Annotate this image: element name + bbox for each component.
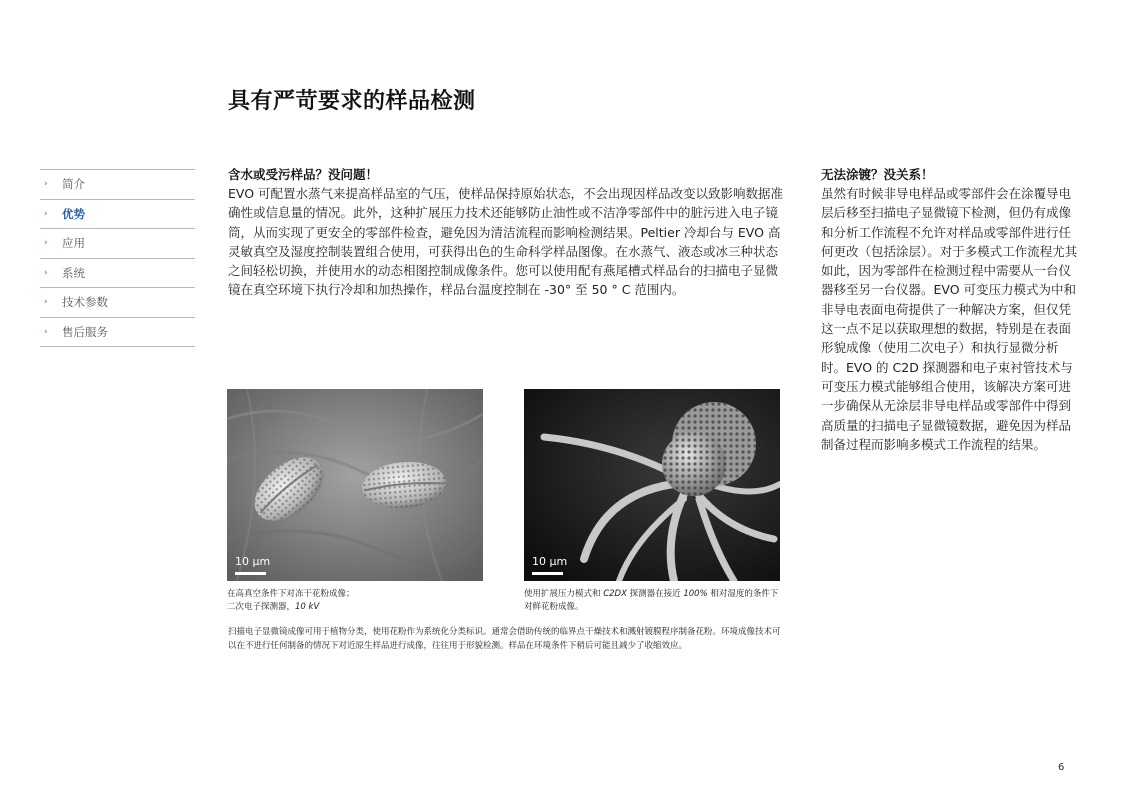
sem-image-pollen — [227, 389, 483, 581]
chevron-right-icon: › — [44, 179, 48, 190]
chevron-right-icon: › — [44, 297, 48, 308]
section-body: 虽然有时候非导电样品或零部件会在涂覆导电层后移至扫描电子显微镜下检测，但仍有成像和分析工作流程不允许对样品或零部件进行任何更改（包括涂层）。对于多模式工作流程尤其如此，因为零部件在检测过程中需要从一台仪器移至另一台仪器。EVO 可变压力模式为中和非导电表面电荷提供了一种解决方案，但仅凭这一点不足以获取理想的数据，特别是在表面形貌成像（使用二次电子）和执行显微分析时。EVO 的 C2D 探测器和电子束衬管技术与可变压力模式能够组合使用，该解决方案可进一步确保从无涂层非导电样品或零部件中得到高质量的扫描电子显微镜数据，避免因为样品制备过程而影响多模式工作流程的结果。 — [821, 186, 1078, 452]
sem-image-fresh-pollen — [524, 389, 780, 581]
page-title: 具有严苛要求的样品检测 — [228, 89, 476, 114]
footnote: 扫描电子显微镜成像可用于植物分类，使用花粉作为系统化分类标识。通常会借助传统的临界点干燥技术和溅射镀膜程序制备花粉。环境成像技术可以在不进行任何制备的情况下对近原生样品进行成像，往往用于形貌检测。样品在环境条件下稍后可能且减少了收缩效应。 — [228, 627, 781, 651]
nav-item-label: 售后服务 — [62, 324, 108, 339]
nav-item-specs[interactable] — [40, 288, 195, 318]
caption-line — [227, 601, 483, 614]
caption-text: 二次电子探测器， — [227, 602, 296, 612]
scale-bar-label: 10 µm — [235, 555, 271, 568]
nav-item-applications[interactable] — [40, 229, 195, 259]
nav-item-service[interactable] — [40, 318, 195, 348]
section-body: EVO 可配置水蒸气来提高样品室的气压，使样品保持原始状态，不会出现因样品改变以致影响数据准确性或信息量的情况。此外，这种扩展压力技术还能够防止油性或不洁净零部件中的脏污进入电子镜筒，从而实现了更安全的零部件检查，避免因为清洁流程而影响检测结果。Peltier 冷却台与 EVO 高灵敏真空及湿度控制装置组合使用，可获得出色的生命科学样品图像。在水蒸气、液态或冰三种状态之间轻松切换，并使用水的动态相图控制成像条件。您可以使用配有燕尾槽式样品台的扫描电子显微镜在真空环境下执行冷却和加热操作，样品台温度控制在 -30° 至 50 ° C 范围内。 — [228, 186, 784, 298]
caption-line: 在高真空条件下对冻干花粉成像； — [227, 589, 355, 599]
chevron-right-icon: › — [44, 208, 48, 219]
figure-freeze-dried-pollen — [227, 389, 483, 614]
nav-item-advantages[interactable] — [40, 200, 195, 230]
scale-bar — [235, 572, 266, 575]
nav-item-label: 优势 — [62, 206, 85, 221]
caption-detector: C2DX — [603, 589, 627, 599]
nav-item-intro[interactable] — [40, 170, 195, 200]
side-column — [821, 166, 1083, 454]
figure-caption — [227, 588, 483, 614]
figure-caption — [524, 588, 780, 614]
caption-voltage: 10 kV — [295, 602, 320, 612]
scale-bar — [532, 572, 563, 575]
nav-item-system[interactable] — [40, 259, 195, 289]
figure-fresh-pollen — [524, 389, 780, 614]
chevron-right-icon: › — [44, 326, 48, 337]
caption-humidity: 100% — [683, 589, 708, 599]
caption-text: 使用扩展压力模式和 — [524, 589, 604, 599]
side-nav — [40, 169, 195, 347]
caption-text: 探测器在接近 — [626, 589, 684, 599]
section-heading: 含水或受污样品？没问题！ — [228, 167, 379, 182]
nav-item-label: 技术参数 — [62, 295, 108, 310]
main-column — [228, 166, 788, 300]
nav-item-label: 应用 — [62, 236, 85, 251]
section-heading: 无法涂镀？没关系！ — [821, 167, 934, 182]
chevron-right-icon: › — [44, 238, 48, 249]
caption-text: 相对湿度的条件下对鲜花粉成像。 — [524, 589, 779, 612]
nav-item-label: 简介 — [62, 177, 85, 192]
scale-bar-label: 10 µm — [532, 555, 568, 568]
nav-item-label: 系统 — [62, 265, 85, 280]
chevron-right-icon: › — [44, 267, 48, 278]
page-number: 6 — [1058, 762, 1065, 773]
